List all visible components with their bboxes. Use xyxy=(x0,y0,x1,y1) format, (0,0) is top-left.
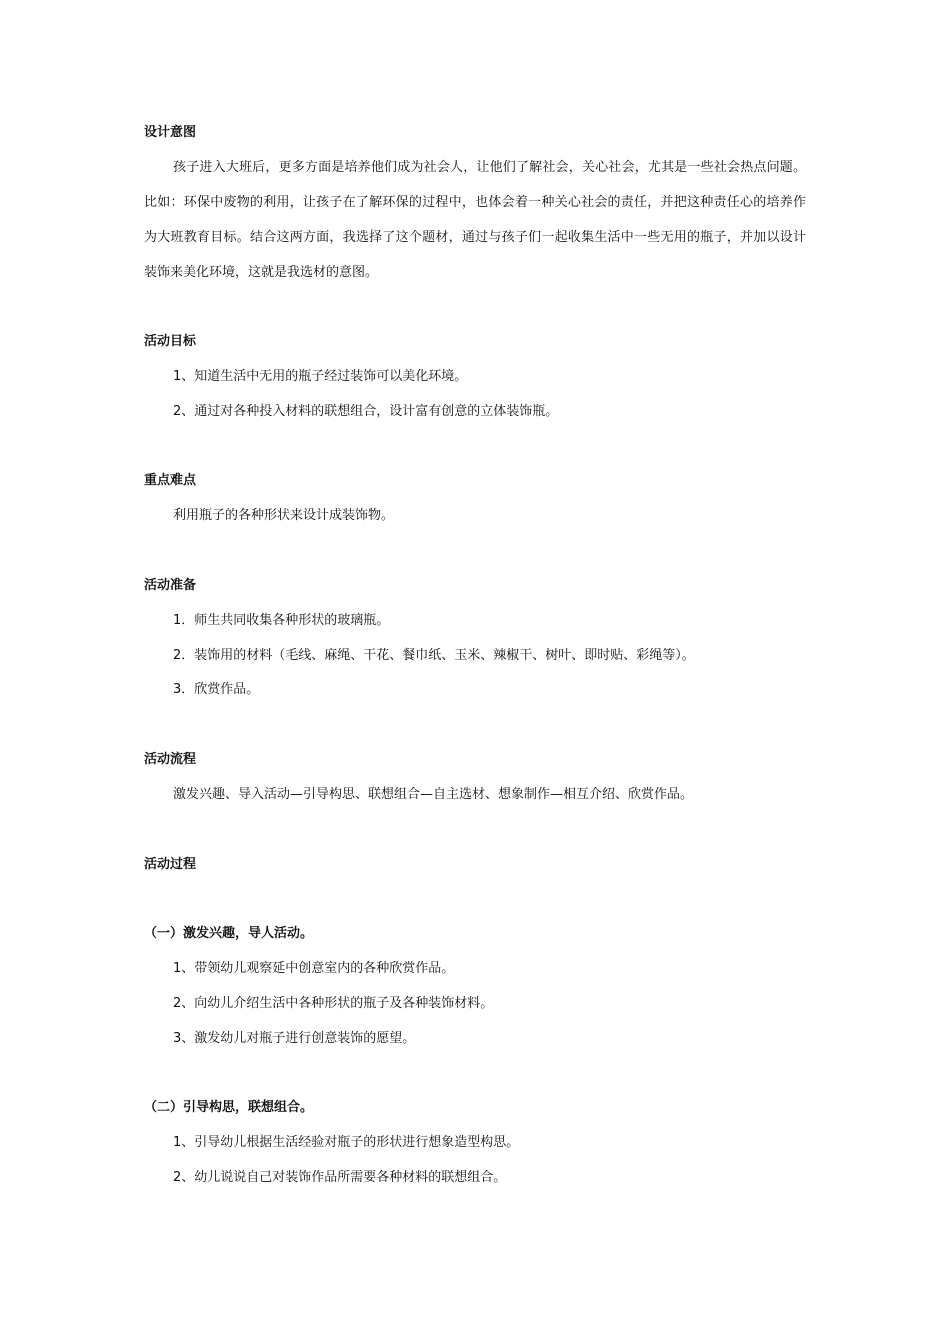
process-item: 2、幼儿说说自己对装饰作品所需要各种材料的联想组合。 xyxy=(173,1170,507,1185)
activity-flow-text: 激发兴趣、导入活动—引导构思、联想组合—自主选材、想象制作—相互介绍、欣赏作品。 xyxy=(173,787,694,802)
process-section-title: （二）引导构思，联想组合。 xyxy=(144,1100,314,1115)
heading-design-intent: 设计意图 xyxy=(144,125,197,140)
process-item: 1、带领幼儿观察延中创意室内的各种欣赏作品。 xyxy=(173,961,455,976)
process-section-title: （一）激发兴趣，导人活动。 xyxy=(144,926,314,941)
process-item: 1、引导幼儿根据生活经验对瓶子的形状进行想象造型构思。 xyxy=(173,1135,520,1150)
key-points-text: 利用瓶子的各种形状来设计成装饰物。 xyxy=(173,508,395,523)
heading-activity-process: 活动过程 xyxy=(144,857,197,872)
heading-activity-flow: 活动流程 xyxy=(144,752,197,767)
prep-item: 3．欣赏作品。 xyxy=(173,682,260,697)
prep-item: 1．师生共同收集各种形状的玻璃瓶。 xyxy=(173,613,390,628)
prep-item: 2．装饰用的材料（毛线、麻绳、干花、餐巾纸、玉米、辣椒干、树叶、即时贴、彩绳等）。 xyxy=(173,648,695,663)
design-intent-paragraph: 孩子进入大班后，更多方面是培养他们成为社会人，让他们了解社会，关心社会，尤其是一些社会热点问题。比如：环保中废物的利用，让孩子在了解环保的过程中，也体会着一种关心社会的责任，并把这种责任心的培养作为大班教育目标。结合这两方面，我选择了这个题材，通过与孩子们一起收集生活中一些无用的瓶子，并加以设计装饰来美化环境，这就是我选材的意图。 xyxy=(144,160,806,280)
goal-item: 2、通过对各种投入材料的联想组合，设计富有创意的立体装饰瓶。 xyxy=(173,404,559,419)
heading-activity-goals: 活动目标 xyxy=(144,334,197,349)
process-item: 2、向幼儿介绍生活中各种形状的瓶子及各种装饰材料。 xyxy=(173,996,494,1011)
process-item: 3、激发幼儿对瓶子进行创意装饰的愿望。 xyxy=(173,1031,416,1046)
heading-activity-prep: 活动准备 xyxy=(144,578,197,593)
goal-item: 1、知道生活中无用的瓶子经过装饰可以美化环境。 xyxy=(173,369,468,384)
heading-key-points: 重点难点 xyxy=(144,473,197,488)
